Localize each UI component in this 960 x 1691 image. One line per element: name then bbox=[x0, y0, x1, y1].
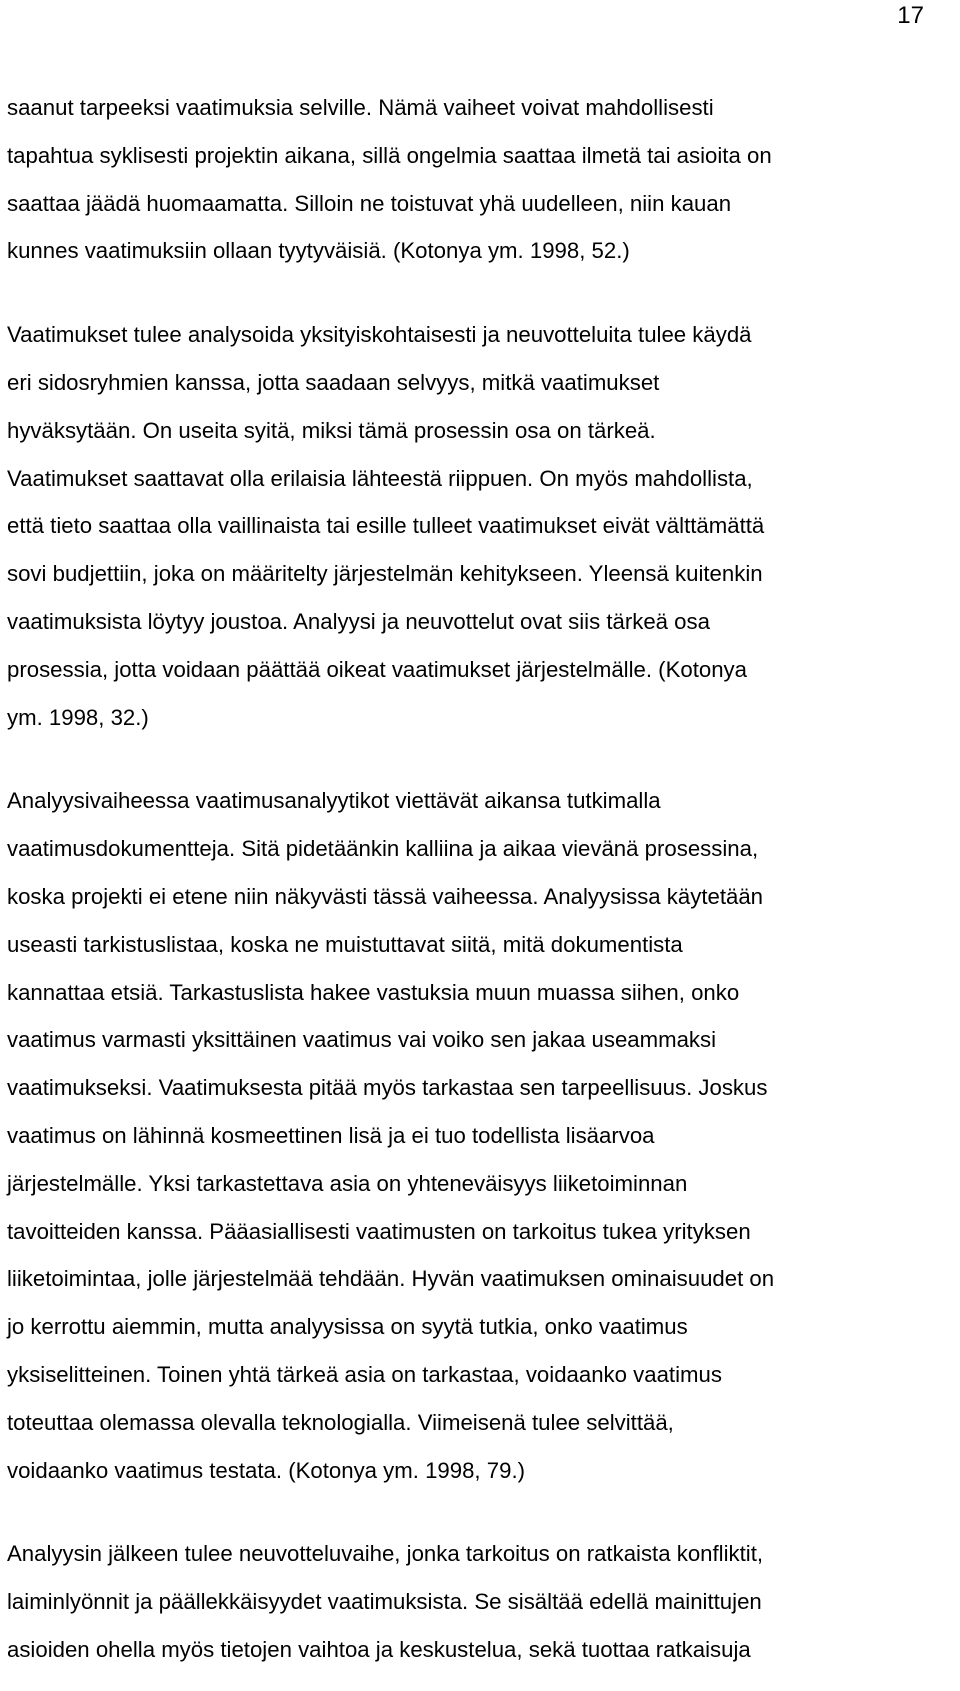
text-line: saattaa jäädä huomaamatta. Silloin ne toistuvat yhä uudelleen, niin kauan bbox=[7, 190, 732, 216]
text-line: saanut tarpeeksi vaatimuksia selville. Nämä vaiheet voivat mahdollisesti bbox=[7, 95, 714, 120]
text-line: eri sidosryhmien kanssa, jotta saadaan selvyys, mitkä vaatimukset bbox=[7, 369, 660, 395]
text-line: vaatimus varmasti yksittäinen vaatimus vai voiko sen jakaa useammaksi bbox=[7, 1027, 717, 1053]
text-line: vaatimukseksi. Vaatimuksesta pitää myös tarkastaa sen tarpeellisuus. Joskus bbox=[7, 1075, 768, 1101]
text-line: että tieto saattaa olla vaillinaista tai esille tulleet vaatimukset eivät välttämättä bbox=[7, 513, 765, 539]
text-line: tavoitteiden kanssa. Pääasiallisesti vaatimusten on tarkoitus tukea yrityksen bbox=[7, 1218, 751, 1244]
text-line: vaatimuksista löytyy joustoa. Analyysi ja neuvottelut ovat siis tärkeä osa bbox=[7, 608, 710, 634]
text-line: jo kerrottu aiemmin, mutta analyysissa on syytä tutkia, onko vaatimus bbox=[7, 1314, 688, 1340]
text-line: liiketoimintaa, jolle järjestelmää tehdään. Hyvän vaatimuksen ominaisuudet on bbox=[7, 1266, 775, 1292]
text-line: sovi budjettiin, joka on määritelty järjestelmän kehitykseen. Yleensä kuitenkin bbox=[7, 561, 763, 587]
text-line: voidaanko vaatimus testata. (Kotonya ym. 1998, 79.) bbox=[7, 1457, 525, 1483]
text-line: yksiselitteinen. Toinen yhtä tärkeä asia on tarkastaa, voidaanko vaatimus bbox=[7, 1361, 722, 1387]
text-line: vaatimus on lähinnä kosmeettinen lisä ja ei tuo todellista lisäarvoa bbox=[7, 1122, 655, 1148]
paragraph-3 bbox=[7, 777, 955, 1494]
text-line: prosessia, jotta voidaan päättää oikeat vaatimukset järjestelmälle. (Kotonya bbox=[7, 656, 747, 682]
text-line: Vaatimukset saattavat olla erilaisia lähteestä riippuen. On myös mahdollista, bbox=[7, 465, 753, 491]
text-line: koska projekti ei etene niin näkyvästi tässä vaiheessa. Analyysissa käytetään bbox=[7, 883, 764, 909]
paragraph-1 bbox=[7, 84, 955, 275]
document-body bbox=[7, 84, 955, 1674]
text-line: kunnes vaatimuksiin ollaan tyytyväisiä. (Kotonya ym. 1998, 52.) bbox=[7, 238, 630, 264]
text-line: laiminlyönnit ja päällekkäisyydet vaatimuksista. Se sisältää edellä mainittujen bbox=[7, 1589, 762, 1615]
text-line: toteuttaa olemassa olevalla teknologialla. Viimeisenä tulee selvittää, bbox=[7, 1409, 674, 1435]
text-line: kannattaa etsiä. Tarkastuslista hakee vastuksia muun muassa siihen, onko bbox=[7, 979, 740, 1005]
text-line: hyväksytään. On useita syitä, miksi tämä prosessin osa on tärkeä. bbox=[7, 417, 656, 443]
page-number: 17 bbox=[897, 2, 924, 29]
text-line: Analyysivaiheessa vaatimusanalyytikot viettävät aikansa tutkimalla bbox=[7, 788, 661, 814]
text-line: järjestelmälle. Yksi tarkastettava asia on yhteneväisyys liiketoiminnan bbox=[7, 1170, 688, 1196]
text-line: ym. 1998, 32.) bbox=[7, 704, 149, 730]
paragraph-2 bbox=[7, 311, 955, 741]
text-line: Analyysin jälkeen tulee neuvotteluvaihe, jonka tarkoitus on ratkaista konfliktit, bbox=[7, 1541, 764, 1567]
text-line: Vaatimukset tulee analysoida yksityiskohtaisesti ja neuvotteluita tulee käydä bbox=[7, 322, 752, 348]
text-line: asioiden ohella myös tietojen vaihtoa ja keskustelua, sekä tuottaa ratkaisuja bbox=[7, 1636, 751, 1662]
paragraph-4 bbox=[7, 1530, 955, 1673]
text-line: vaatimusdokumentteja. Sitä pidetäänkin kalliina ja aikaa vievänä prosessina, bbox=[7, 836, 759, 862]
text-line: useasti tarkistuslistaa, koska ne muistuttavat siitä, mitä dokumentista bbox=[7, 931, 683, 957]
text-line: tapahtua syklisesti projektin aikana, sillä ongelmia saattaa ilmetä tai asioita on bbox=[7, 142, 772, 168]
